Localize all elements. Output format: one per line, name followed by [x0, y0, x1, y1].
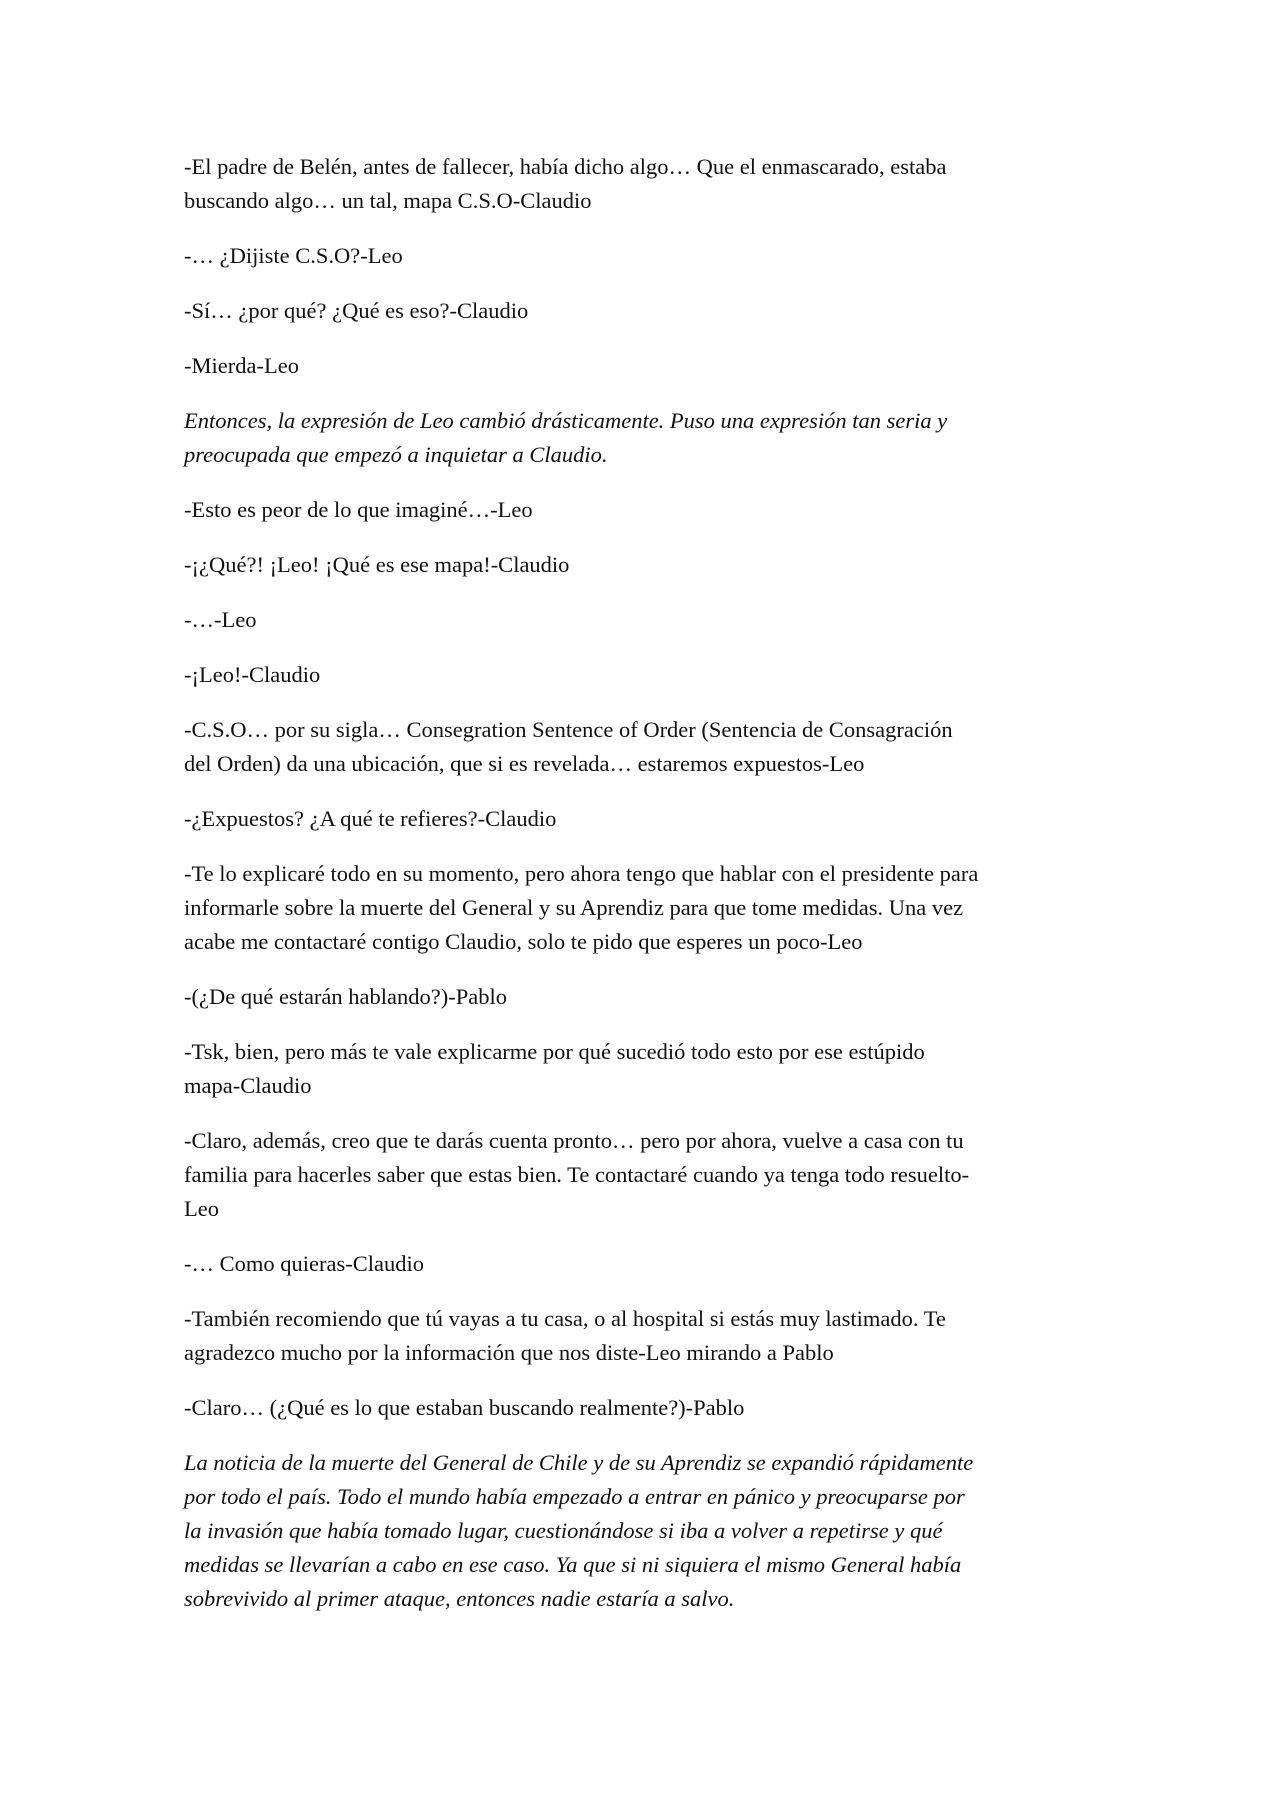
text-line: familia para hacerles saber que estas bien. Te contactaré cuando ya tenga todo resuelto- [184, 1162, 970, 1187]
text-line: buscando algo… un tal, mapa C.S.O-Claudio [184, 188, 592, 213]
dialogue-paragraph [184, 493, 1124, 527]
text-line: agradezco mucho por la información que nos diste-Leo mirando a Pablo [184, 1340, 834, 1365]
dialogue-paragraph [184, 802, 1124, 836]
dialogue-paragraph [184, 658, 1124, 692]
dialogue-paragraph [184, 603, 1124, 637]
text-line: -¿Expuestos? ¿A qué te refieres?-Claudio [184, 806, 557, 831]
dialogue-paragraph [184, 857, 1124, 959]
text-line: -También recomiendo que tú vayas a tu casa, o al hospital si estás muy lastimado. Te [184, 1306, 946, 1331]
dialogue-paragraph [184, 1247, 1124, 1281]
text-line: -(¿De qué estarán hablando?)-Pablo [184, 984, 507, 1009]
text-line: -¡¿Qué?! ¡Leo! ¡Qué es ese mapa!-Claudio [184, 552, 570, 577]
narration-paragraph [184, 404, 1124, 472]
dialogue-paragraph [184, 239, 1124, 273]
text-line: La noticia de la muerte del General de Chile y de su Aprendiz se expandió rápidamente [184, 1450, 974, 1475]
text-line: -¡Leo!-Claudio [184, 662, 321, 687]
text-line: -Claro, además, creo que te darás cuenta pronto… pero por ahora, vuelve a casa con tu [184, 1128, 964, 1153]
text-line: -Mierda-Leo [184, 353, 299, 378]
dialogue-paragraph [184, 1035, 1124, 1103]
dialogue-paragraph [184, 349, 1124, 383]
text-line: -Tsk, bien, pero más te vale explicarme por qué sucedió todo esto por ese estúpido [184, 1039, 925, 1064]
dialogue-paragraph [184, 150, 1124, 218]
text-line: acabe me contactaré contigo Claudio, solo te pido que esperes un poco-Leo [184, 929, 863, 954]
text-line: mapa-Claudio [184, 1073, 312, 1098]
text-line: informarle sobre la muerte del General y su Aprendiz para que tome medidas. Una vez [184, 895, 964, 920]
text-line: -Te lo explicaré todo en su momento, pero ahora tengo que hablar con el presidente para [184, 861, 979, 886]
text-line: -Esto es peor de lo que imaginé…-Leo [184, 497, 533, 522]
dialogue-paragraph [184, 1124, 1124, 1226]
text-line: -El padre de Belén, antes de fallecer, había dicho algo… Que el enmascarado, estaba [184, 154, 947, 179]
text-line: del Orden) da una ubicación, que si es revelada… estaremos expuestos-Leo [184, 751, 865, 776]
text-line: -… Como quieras-Claudio [184, 1251, 424, 1276]
text-line: la invasión que había tomado lugar, cuestionándose si iba a volver a repetirse y qué [184, 1518, 943, 1543]
document-page [184, 150, 1124, 1637]
dialogue-paragraph [184, 294, 1124, 328]
text-line: -… ¿Dijiste C.S.O?-Leo [184, 243, 403, 268]
dialogue-paragraph [184, 1391, 1124, 1425]
dialogue-paragraph [184, 548, 1124, 582]
text-line: Leo [184, 1196, 219, 1221]
text-line: -C.S.O… por su sigla… Consegration Sentence of Order (Sentencia de Consagración [184, 717, 953, 742]
text-line: -Sí… ¿por qué? ¿Qué es eso?-Claudio [184, 298, 529, 323]
text-line: Entonces, la expresión de Leo cambió drásticamente. Puso una expresión tan seria y [184, 408, 948, 433]
text-line: por todo el país. Todo el mundo había empezado a entrar en pánico y preocuparse por [184, 1484, 965, 1509]
text-line: preocupada que empezó a inquietar a Claudio. [184, 442, 608, 467]
dialogue-paragraph [184, 713, 1124, 781]
dialogue-paragraph [184, 980, 1124, 1014]
text-line: -Claro… (¿Qué es lo que estaban buscando realmente?)-Pablo [184, 1395, 745, 1420]
narration-paragraph [184, 1446, 1124, 1616]
text-line: -…-Leo [184, 607, 257, 632]
text-line: medidas se llevarían a cabo en ese caso. Ya que si ni siquiera el mismo General había [184, 1552, 962, 1577]
dialogue-paragraph [184, 1302, 1124, 1370]
text-line: sobrevivido al primer ataque, entonces nadie estaría a salvo. [184, 1586, 735, 1611]
